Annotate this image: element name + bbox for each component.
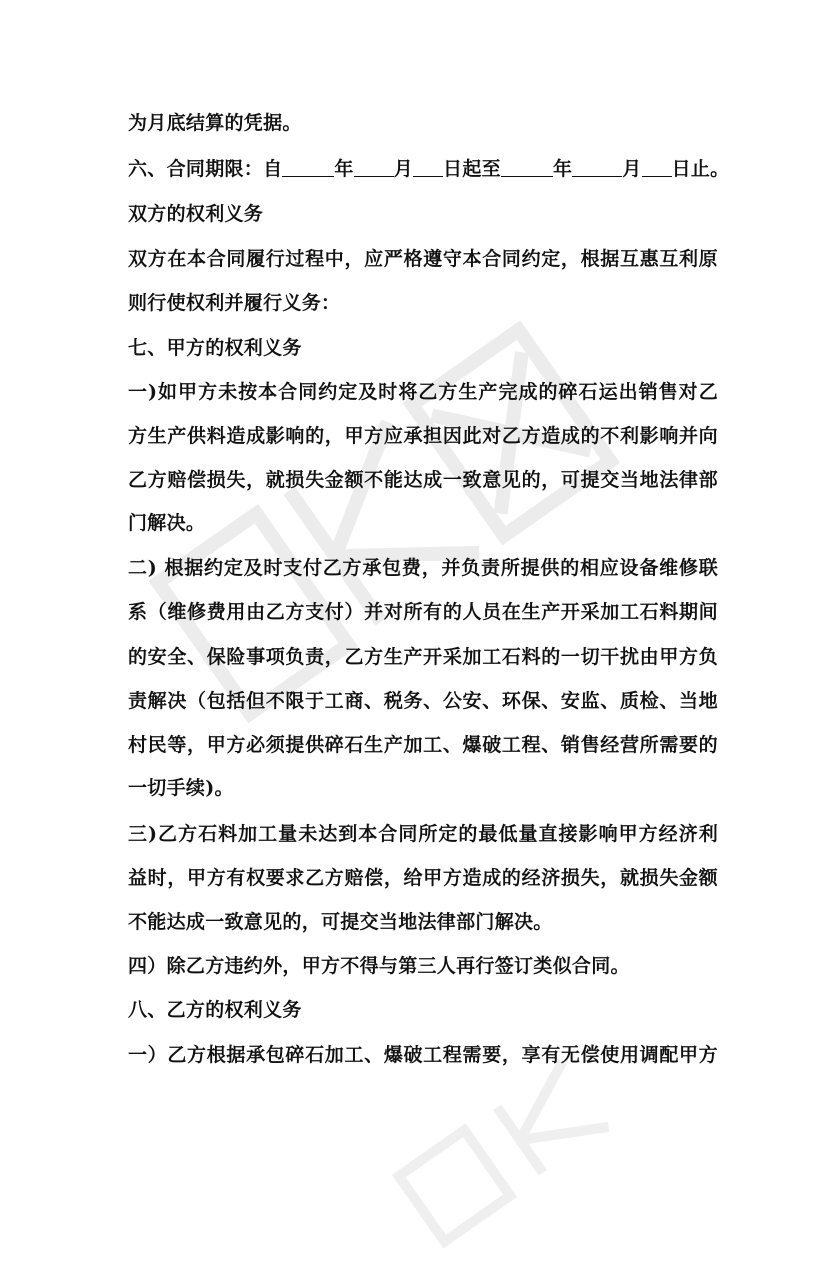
term-end-day-label: 日止。 (671, 158, 730, 180)
text-line: 双方在本合同履行过程中，应严格遵守本合同约定，根据互惠互利原 (128, 248, 718, 270)
section-heading: 七、甲方的权利义务 (128, 337, 302, 359)
term-year-label: 年 (334, 158, 354, 180)
text-line: 一)如甲方未按本合同约定及时将乙方生产完成的碎石运出销售对乙 (128, 381, 718, 403)
text-line: 三)乙方石料加工量未达到本合同所定的最低量直接影响甲方经济利 (128, 823, 718, 845)
text-line: 村民等，甲方必须提供碎石生产加工、爆破工程、销售经营所需要的 (128, 734, 718, 756)
text-line: 四）除乙方违约外，甲方不得与第三人再行签订类似合同。 (128, 955, 630, 977)
text-line: 系（维修费用由乙方支付）并对所有的人员在生产开采加工石料期间 (128, 601, 718, 623)
text-line: 为月底结算的凭据。 (128, 112, 302, 134)
term-month-label: 月 (393, 158, 414, 180)
contract-term-line (128, 154, 730, 184)
term-end-year-label: 年 (552, 158, 573, 180)
end-year-blank[interactable] (501, 158, 553, 177)
text-line: 不能达成一致意见的，可提交当地法律部门解决。 (128, 911, 553, 933)
text-line: 责解决（包括但不限于工商、税务、公安、环保、安监、质检、当地 (128, 690, 718, 712)
term-prefix: 六、合同期限：自 (128, 158, 283, 180)
term-day-label: 日起至 (443, 158, 501, 180)
text-line: 门解决。 (128, 512, 206, 534)
year-blank[interactable] (282, 158, 334, 177)
text-line: 益时，甲方有权要求乙方赔偿，给甲方造成的经济损失，就损失金额 (128, 867, 718, 889)
text-line: 二) 根据约定及时支付乙方承包费，并负责所提供的相应设备维修联 (128, 557, 718, 579)
text-line: 方生产供料造成影响的，甲方应承担因此对乙方造成的不利影响并向 (128, 425, 718, 447)
end-day-blank[interactable] (642, 158, 672, 177)
end-month-blank[interactable] (572, 158, 622, 177)
section-heading: 八、乙方的权利义务 (128, 999, 302, 1021)
section-heading: 双方的权利义务 (128, 203, 264, 225)
text-line: 的安全、保险事项负责，乙方生产开采加工石料的一切干扰由甲方负 (128, 646, 718, 668)
text-line: 则行使权利并履行义务： (128, 292, 341, 314)
text-line: 一）乙方根据承包碎石加工、爆破工程需要，享有无偿使用调配甲方 (128, 1044, 718, 1066)
text-line: 乙方赔偿损失，就损失金额不能达成一致意见的，可提交当地法律部 (128, 469, 718, 491)
term-end-month-label: 月 (622, 158, 642, 180)
text-line: 一切手续)。 (128, 777, 234, 799)
day-blank[interactable] (413, 158, 443, 177)
month-blank[interactable] (354, 158, 394, 177)
